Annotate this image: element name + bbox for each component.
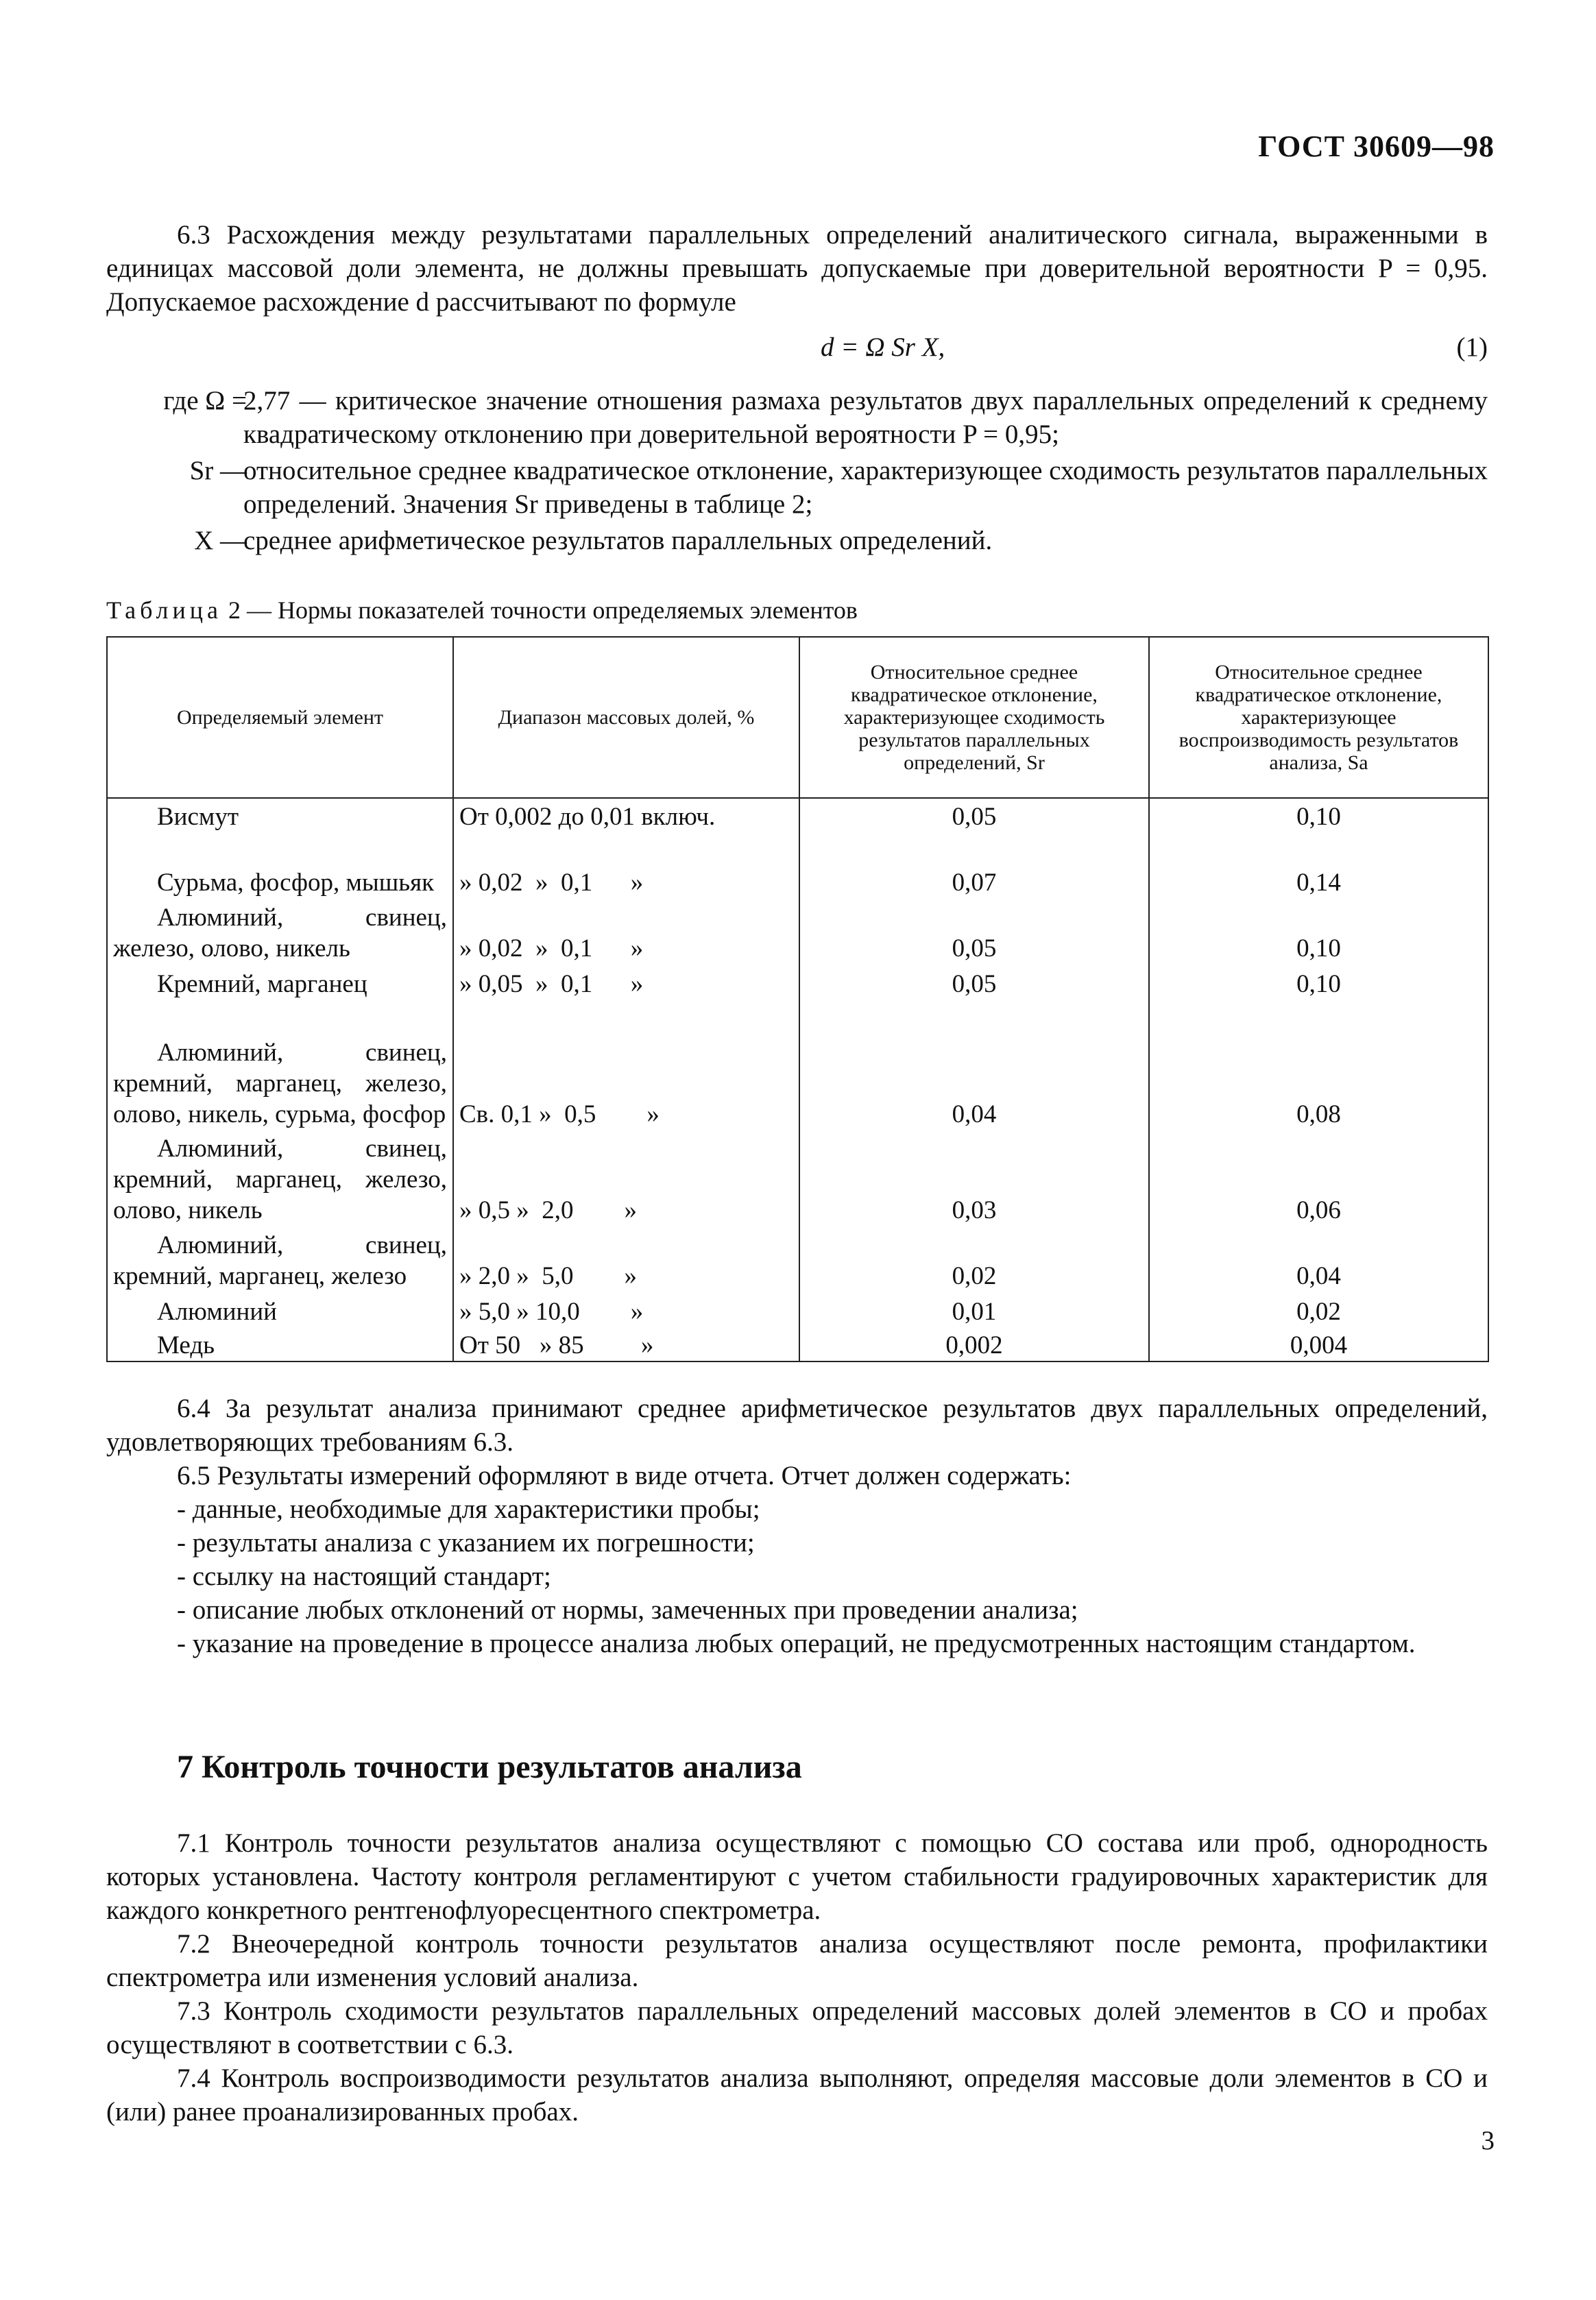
table-row <box>107 1327 1488 1361</box>
where-symbol: Sr — <box>189 456 247 485</box>
table-row <box>107 798 1488 832</box>
cell-sa: 0,02 <box>1149 1292 1488 1327</box>
table-caption-text: 2 — Нормы показателей точности определяемых элементов <box>228 596 858 624</box>
page-number: 3 <box>1481 2126 1495 2155</box>
cell-range: » 5,0 » 10,0 » <box>453 1292 799 1327</box>
where-symbol: где Ω = <box>163 386 247 415</box>
list-item-last: - указание на проведение в процессе анализа любых операций, не предусмотренных настоящим стандартом. <box>177 1629 1416 1658</box>
table-row <box>107 1292 1488 1327</box>
cell-sr: 0,03 <box>799 1130 1149 1226</box>
table-row <box>107 964 1488 1000</box>
cell-range: » 2,0 » 5,0 » <box>453 1226 799 1292</box>
cell-sa: 0,10 <box>1149 898 1488 964</box>
cell-range: » 0,02 » 0,1 » <box>453 832 799 898</box>
header-range: Диапазон массовых долей, % <box>453 637 799 798</box>
cell-range: » 0,05 » 0,1 » <box>453 964 799 1000</box>
cell-sr: 0,07 <box>799 832 1149 898</box>
cell-element: Алюминий, свинец, железо, олово, никель <box>107 898 453 964</box>
report-list <box>106 1492 1488 1627</box>
cell-sa: 0,06 <box>1149 1130 1488 1226</box>
where-text: среднее арифметическое результатов параллельных определений. <box>243 526 993 555</box>
cell-sa: 0,10 <box>1149 964 1488 1000</box>
table-row <box>107 1226 1488 1292</box>
paragraph-7-2: 7.2 Внеочередной контроль точности результатов анализа осуществляют после ремонта, профилактики спектрометра или изменения условий анализа. <box>106 1929 1488 1992</box>
document-header: ГОСТ 30609—98 <box>1258 130 1495 163</box>
header-sa: Относительное среднее квадратическое отклонение, характеризующее воспроизводимость результатов анализа, Sa <box>1149 637 1488 798</box>
cell-sr: 0,02 <box>799 1226 1149 1292</box>
list-item: - ссылку на настоящий стандарт; <box>177 1562 551 1591</box>
cell-range: Св. 0,1 » 0,5 » <box>453 1000 799 1130</box>
where-text: 2,77 — критическое значение отношения размаха результатов двух параллельных определений к среднему квадратическому отклонению при доверительной вероятности P = 0,95; <box>243 386 1488 449</box>
table-row <box>107 1130 1488 1226</box>
cell-element: Алюминий, свинец, кремний, марганец, железо <box>107 1226 453 1292</box>
cell-sa: 0,10 <box>1149 798 1488 832</box>
table-caption <box>106 595 858 625</box>
accuracy-norms-table <box>106 636 1489 1362</box>
cell-sr: 0,002 <box>799 1327 1149 1361</box>
paragraph-7-1: 7.1 Контроль точности результатов анализа осуществляют с помощью СО состава или проб, однородность которых установлена. Частоту контроля регламентируют с учетом стабильности градуировочных характеристик для каждого конкретного рентгенофлуоресцентного спектрометра. <box>106 1828 1488 1925</box>
section-7-title: 7 Контроль точности результатов анализа <box>177 1749 802 1785</box>
paragraph-7-3: 7.3 Контроль сходимости результатов параллельных определений массовых долей элементов в СО и пробах осуществляют в соответствии с 6.3. <box>106 1996 1488 2059</box>
cell-element: Сурьма, фосфор, мышьяк <box>107 832 453 898</box>
cell-range: » 0,5 » 2,0 » <box>453 1130 799 1226</box>
cell-sr: 0,05 <box>799 898 1149 964</box>
table-caption-label: Таблица <box>106 596 222 624</box>
cell-element: Висмут <box>107 798 453 832</box>
cell-element: Алюминий <box>107 1292 453 1327</box>
cell-range: » 0,02 » 0,1 » <box>453 898 799 964</box>
cell-sr: 0,04 <box>799 1000 1149 1130</box>
table-row <box>107 898 1488 964</box>
formula: d = Ω Sr X, <box>821 332 945 362</box>
table-row <box>107 1000 1488 1130</box>
paragraph-6-4: 6.4 За результат анализа принимают среднее арифметическое результатов двух параллельных определений, удовлетворяющих требованиям 6.3. <box>106 1394 1488 1457</box>
cell-sr: 0,01 <box>799 1292 1149 1327</box>
table-row <box>107 832 1488 898</box>
cell-range: От 50 » 85 » <box>453 1327 799 1361</box>
paragraph-6-3: 6.3 Расхождения между результатами параллельных определений аналитического сигнала, выраженными в единицах массовой доли элемента, не должны превышать допускаемые при доверительной вероятности P = 0,95. Допускаемое расхождение d рассчитывают по формуле <box>106 220 1488 317</box>
cell-sa: 0,08 <box>1149 1000 1488 1130</box>
cell-sa: 0,04 <box>1149 1226 1488 1292</box>
formula-line <box>106 332 1488 365</box>
list-item: - описание любых отклонений от нормы, замеченных при проведении анализа; <box>177 1595 1078 1625</box>
cell-element: Алюминий, свинец, кремний, марганец, железо, олово, никель, сурьма, фосфор <box>107 1000 453 1130</box>
where-symbol: X — <box>194 526 247 555</box>
where-text: относительное среднее квадратическое отклонение, характеризующее сходимость результатов параллельных определений. Значения Sr приведены в таблице 2; <box>243 456 1488 519</box>
cell-sr: 0,05 <box>799 964 1149 1000</box>
header-element: Определяемый элемент <box>107 637 453 798</box>
cell-sr: 0,05 <box>799 798 1149 832</box>
cell-element: Алюминий, свинец, кремний, марганец, железо, олово, никель <box>107 1130 453 1226</box>
cell-element: Кремний, марганец <box>107 964 453 1000</box>
list-item: - результаты анализа с указанием их погрешности; <box>177 1528 755 1558</box>
list-item: - данные, необходимые для характеристики пробы; <box>177 1494 760 1524</box>
table-header-row <box>107 637 1488 798</box>
paragraph-7-4: 7.4 Контроль воспроизводимости результатов анализа выполняют, определяя массовые доли элементов в СО и (или) ранее проанализированных пробах. <box>106 2063 1488 2127</box>
cell-sa: 0,14 <box>1149 832 1488 898</box>
paragraph-6-5: 6.5 Результаты измерений оформляют в виде отчета. Отчет должен содержать: <box>177 1461 1072 1490</box>
cell-range: От 0,002 до 0,01 включ. <box>453 798 799 832</box>
formula-number: (1) <box>1456 332 1488 362</box>
cell-element: Медь <box>107 1327 453 1361</box>
header-sr: Относительное среднее квадратическое отклонение, характеризующее сходимость результатов параллельных определений, Sr <box>799 637 1149 798</box>
cell-sa: 0,004 <box>1149 1327 1488 1361</box>
